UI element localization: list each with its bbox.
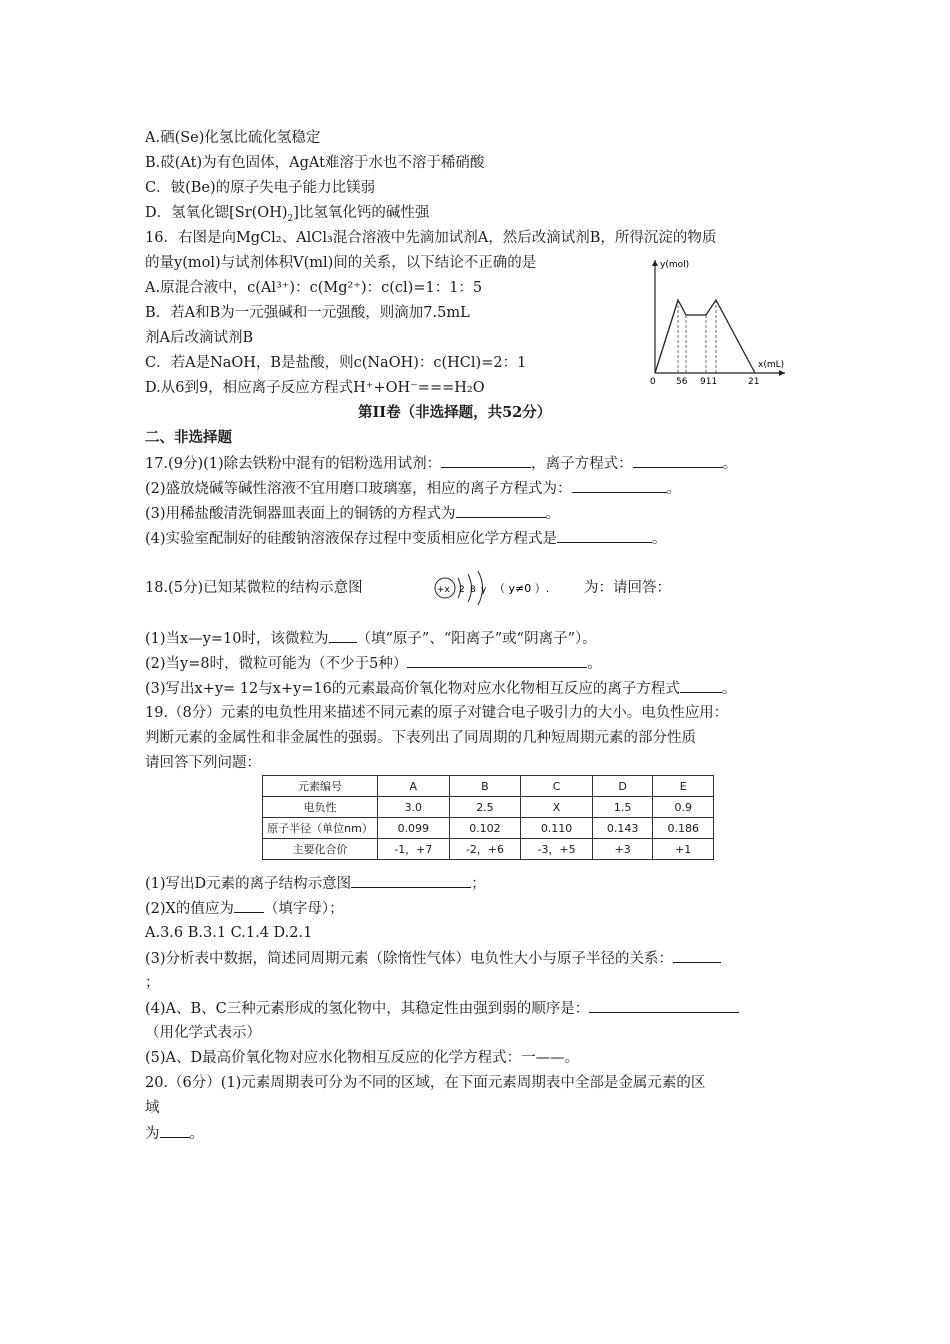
table-header: D [592,776,653,797]
atom-nucleus: +x [437,585,450,595]
table-cell: 0.9 [653,797,714,818]
atom-structure-diagram [430,568,570,608]
section-2-heading: 二、非选择题 [145,429,232,446]
atom-shell-2: 8 [470,585,476,595]
q17-line-3: (3)用稀盐酸清洗铜器皿表面上的铜锈的方程式为 。 [145,503,560,524]
graph-tick-56: 56 [676,377,688,385]
table-header: E [653,776,714,797]
q16-stem-2: 的量y(mol)与试剂体积V(ml)间的关系，以下结论不正确的是 [145,255,537,271]
table-cell: 1.5 [592,797,653,818]
table-cell: 2.5 [449,797,521,818]
q15-option-b: B.砹(At)为有色固体，AgAt难溶于水也不溶于稀硝酸 [145,155,485,171]
table-header: B [449,776,521,797]
q15-option-c: C．铍(Be)的原子失电子能力比镁弱 [145,180,376,196]
table-cell: 3.0 [378,797,450,818]
q19-sub-2: (2)X的值应为 （填字母）； [145,898,344,919]
q18-line-1: 18.(5分)已知某微粒的结构示意图 [145,580,363,596]
table-row [263,839,714,860]
table-header-row [263,776,714,797]
table-cell: -3，+5 [521,839,593,860]
q19-line-1: 19.（8分）元素的电负性用来描述不同元素的原子对键合电子吸引力的大小。电负性应用： [145,705,729,721]
section-2-title: 第II卷（非选择题，共52分） [358,404,552,421]
q20-line-1: 20.（6分）(1)元素周期表可分为不同的区域，在下面元素周期表中全部是金属元素的区 [145,1075,706,1091]
table-cell: 0.110 [521,818,593,839]
q15-option-d: D．氢氧化锶$[Sr(OH)_2]$比氢氧化钙的碱性强 [145,205,430,224]
q17-line-4: (4)实验室配制好的硅酸钠溶液保存过程中变质相应化学方程式是 。 [145,528,667,549]
q16-stem: 16．右图是向MgCl₂、AlCl₃混合溶液中先滴加试剂A，然后改滴试剂B，所得沉淀的物质 [145,230,717,246]
q19-sub-3: (3)分析表中数据，简述同周期元素（除惰性气体）电负性大小与原子半径的关系： [145,948,721,969]
precipitate-graph [640,255,790,385]
q18-line-4: (3)写出x+y= 12与x+y=16的元素最高价氧化物对应水化物相互反应的离子方程式 。 [145,678,736,699]
element-properties-table [262,775,714,860]
q20-line-2: 域 [145,1100,160,1116]
q19-sub-4-note: （用化学式表示） [145,1025,261,1041]
q18-line-2: (1)当x—y=10时，该微粒为 （填“原子”、“阳离子”或“阴离子”）。 [145,628,597,649]
q16-option-a: A.原混合液中，c(Al³⁺)：c(Mg²⁺)：c(cl)=1：1：5 [145,280,483,296]
graph-x-label: x(mL) [758,360,785,370]
q17-line-1: 17.(9分)(1)除去铁粉中混有的铝粉选用试剂： ，离子方程式： 。 [145,453,737,474]
graph-tick-911: 911 [700,377,718,385]
q17-line-2: (2)盛放烧碱等碱性溶液不宜用磨口玻璃塞，相应的离子方程式为： 。 [145,478,681,499]
table-cell: +3 [592,839,653,860]
q20-line-3: 为 。 [145,1123,204,1144]
q18-line-3: (2)当y=8时，微粒可能为（不少于5种） 。 [145,653,602,674]
table-cell: -2，+6 [449,839,521,860]
q19-sub-3-end: ； [145,975,160,991]
graph-y-label: y(mol) [660,260,690,270]
table-cell: X [521,797,593,818]
table-header: A [378,776,450,797]
table-header: C [521,776,593,797]
q19-line-3: 请回答下列问题： [145,755,261,771]
q19-line-2: 判断元素的金属性和非金属性的强弱。下表列出了同周期的几种短周期元素的部分性质 [145,730,696,746]
atom-shell-1: 2 [459,585,465,595]
table-cell: -1，+7 [378,839,450,860]
table-cell: +1 [653,839,714,860]
graph-curve [655,300,755,373]
q18-line-1-end: 为：请回答： [584,580,671,596]
graph-tick-21: 21 [748,377,760,385]
q15-option-a: A.硒(Se)化氢比硫化氢稳定 [145,130,321,146]
table-cell: 0.143 [592,818,653,839]
q19-sub-5: (5)A、D最高价氧化物对应水化物相互反应的化学方程式：一——。 [145,1050,580,1066]
table-cell: 0.186 [653,818,714,839]
q19-choices: A.3.6 B.3.1 C.1.4 D.2.1 [145,925,313,941]
q16-option-c: C．若A是NaOH，B是盐酸，则c(NaOH)：c(HCl)=2：1 [145,355,527,371]
atom-shell-3: y [481,585,487,595]
table-cell: 原子半径（单位nm） [263,818,378,839]
q16-option-b: B．若A和B为一元强碱和一元强酸，则滴加7.5mL [145,305,470,321]
q16-option-d: D.从6到9，相应离子反应方程式H⁺+OH⁻===H₂O [145,380,485,396]
table-cell: 主要化合价 [263,839,378,860]
table-header: 元素编号 [263,776,378,797]
table-cell: 0.099 [378,818,450,839]
q19-sub-4: (4)A、B、C三种元素形成的氢化物中，其稳定性由强到弱的顺序是： [145,998,739,1019]
q19-sub-1: (1)写出D元素的离子结构示意图 ； [145,873,486,894]
graph-origin: 0 [650,377,656,385]
atom-condition: （ y≠0 ）. [494,582,550,595]
table-row [263,818,714,839]
q16-option-b-cont: 剂A后改滴试剂B [145,330,254,346]
table-cell: 电负性 [263,797,378,818]
table-cell: 0.102 [449,818,521,839]
table-row [263,797,714,818]
